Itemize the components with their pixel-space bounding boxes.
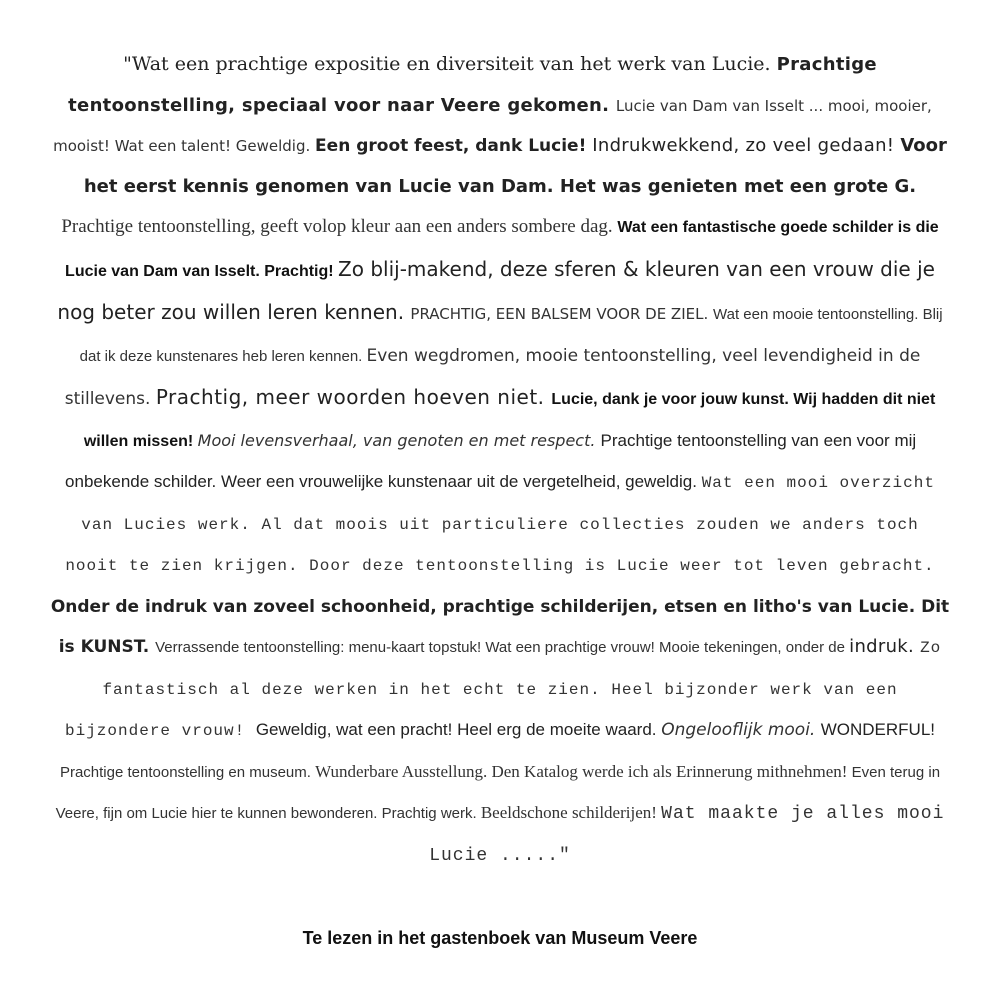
guestbook-quote [50,44,950,876]
quote-fragment: Zo fantastisch al deze werken in het echt te zien. Heel bijzonder werk van een bijzondere vrouw! [65,639,942,740]
quote-fragment: Zo blij-makend, deze sferen & kleuren van een vrouw die je nog beter zou willen leren kennen. [57,256,935,324]
quote-fragment: Lucie van Dam van Isselt ... mooi, mooier, mooist! Wat een talent! Geweldig. [53,96,932,155]
quote-fragment: Prachtige tentoonstelling en museum. [59,763,316,781]
quote-fragment: Een groot feest, dank Lucie! [315,136,593,156]
quote-fragment: Ongelooflijk mooi. [661,720,821,740]
quote-fragment: Mooi levensverhaal, van genoten en met respect. [197,430,601,450]
quote-fragment: Wat een fantastische goede schilder is die Lucie van Dam van Isselt. Prachtig! [65,219,939,280]
source-caption: Te lezen in het gastenboek van Museum Veere [302,928,698,948]
quote-fragment: Wat een mooie tentoonstelling. Blij dat ik deze kunstenares heb leren kennen. [79,306,943,365]
quote-fragment: Lucie, dank je voor jouw kunst. Wij hadden dit niet willen missen! [83,391,936,450]
quote-fragment: Voor het eerst kennis genomen van Lucie van Dam. Het was genieten met een grote G. [83,135,947,197]
quote-fragment: Prachtig, meer woorden hoeven niet. [155,385,552,409]
quote-fragment: PRACHTIG, EEN BALSEM VOOR DE ZIEL. [410,305,714,323]
quote-fragment: "Wat een prachtige expositie en diversiteit van het werk van Lucie. [123,53,777,75]
quote-fragment: Verrassende tentoonstelling: menu-kaart topstuk! Wat een prachtige vrouw! Mooie tekeningen, onder de [155,639,850,656]
quote-fragment: Wat maakte je alles mooi Lucie ....." [429,804,945,866]
quote-fragment: Prachtige tentoonstelling van een voor mij onbekende schilder. [65,430,917,491]
quote-fragment: Prachtige tentoonstelling, speciaal voor naar Veere gekomen. [68,54,877,116]
quote-fragment: Even terug in Veere, fijn om Lucie hier te kunnen bewonderen. Prachtig werk. [55,763,941,822]
quote-fragment: Even wegdromen, mooie tentoonstelling, veel levendigheid in de stillevens. [64,345,921,409]
quote-fragment: Onder de indruk van zoveel schoonheid, prachtige schilderijen, etsen en litho's van Lucie. Dit is KUNST. [50,596,950,657]
quote-fragment: Weer een vrouwelijke kunstenaar uit de vergetelheid, geweldig. [221,472,702,491]
quote-fragment: Wunderbare Ausstellung. Den Katalog werde ich als Erinnerung mithnehmen! [315,761,852,781]
quote-fragment: Beeldschone schilderijen! [480,803,662,822]
quote-fragment: indruk. [849,636,921,657]
quote-fragment: Geweldig, wat een pracht! Heel erg de moeite waard. [255,720,662,739]
quote-fragment: WONDERFUL! [820,720,935,739]
quote-fragment: Wat een mooi overzicht van Lucies werk. Al dat moois uit particuliere collecties zouden we anders toch nooit te zien krijgen. Door deze tentoonstelling is Lucie weer tot leven gebracht. [65,474,935,575]
quote-fragment: Indrukwekkend, zo veel gedaan! [592,135,901,156]
quote-fragment: Prachtige tentoonstelling, geeft volop kleur aan een anders sombere dag. [61,216,618,237]
